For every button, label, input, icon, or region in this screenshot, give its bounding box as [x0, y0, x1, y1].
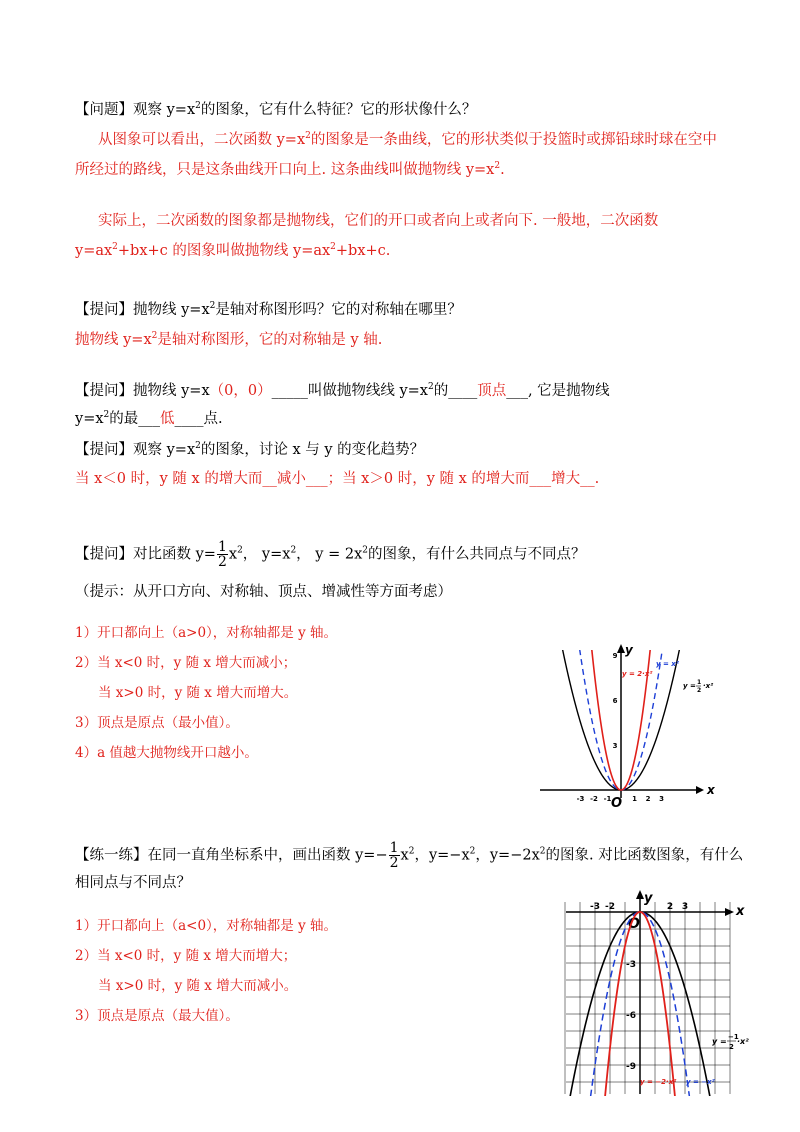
- question-5: 【提问】对比函数 y= $\frac{1}{2}$ $x^2$， $y=x^2$， $y = 2x^2$的图象，有什么共同点与不同点？: [75, 539, 586, 570]
- x-tick-label: -2: [605, 902, 615, 912]
- y-axis-label: y: [644, 891, 653, 906]
- answer-4: 当 x＜0 时，y 随 x 的增大而__减小___；当 x＞0 时，y 随 x 的增大而___增大__.: [75, 471, 600, 487]
- answer-5-item: 2）当 x<0 时，y 随 x 增大而减小；: [75, 655, 297, 671]
- fraction: $\frac{1}{2}$: [389, 840, 399, 871]
- svg-text:2: 2: [697, 687, 702, 694]
- blank-answer: 顶点: [477, 383, 507, 399]
- question-label: 【问题】: [75, 102, 133, 118]
- question-4: 【提问】观察 $y=x^2$的图象，讨论 x 与 y 的变化趋势？: [75, 441, 425, 458]
- paragraph-2-line-1: 实际上，二次函数的图象都是抛物线，它们的开口或者向上或者向下. 一般地，二次函数: [98, 213, 659, 229]
- question-3-line-2: $y=x^2$的最___低____点.: [75, 410, 223, 427]
- answer-6-item: 当 x>0 时，y 随 x 增大而减小。: [98, 978, 298, 994]
- label-2x-squared: y = 2·x²: [622, 670, 653, 678]
- label-neg-half-x-squared: y =: [712, 1037, 727, 1046]
- y-axis-label: y: [625, 643, 633, 657]
- label-half-x-squared: y =: [683, 682, 696, 690]
- answer-6-item: 3）顶点是原点（最大值）。: [75, 1008, 239, 1024]
- svg-text:2: 2: [729, 1043, 734, 1051]
- paragraph-2-line-2: $y=ax^2+bx+c$ 的图象叫做抛物线 $y=ax^2+bx+c$.: [75, 242, 391, 259]
- x-tick-label: -2: [590, 795, 598, 803]
- svg-text:·x²: ·x²: [737, 1037, 749, 1046]
- y-tick-label: -3: [626, 960, 636, 970]
- hint: （提示：从开口方向、对称轴、顶点、增减性等方面考虑）: [75, 584, 452, 600]
- x-tick-label: 1: [632, 795, 637, 803]
- x-tick-label: 3: [659, 795, 664, 803]
- answer-6-item: 2）当 x<0 时，y 随 x 增大而增大；: [75, 948, 297, 964]
- x-tick-label: -3: [590, 902, 600, 912]
- answer-6-item: 1）开口都向上（a<0），对称轴都是 y 轴。: [75, 918, 337, 934]
- answer-5-item: 1）开口都向上（a>0），对称轴都是 y 轴。: [75, 625, 337, 641]
- y-axis-arrow: [617, 644, 625, 653]
- svg-text:1: 1: [697, 679, 702, 686]
- x-axis-label: x: [707, 783, 715, 797]
- x-tick-label: -3: [576, 795, 585, 803]
- x-tick-label: 2: [666, 902, 674, 912]
- question-6-line-2: 相同点与不同点？: [75, 875, 191, 891]
- origin-label: O: [628, 916, 640, 932]
- y-axis-arrow: [636, 890, 644, 899]
- answer-5-item: 当 x>0 时，y 随 x 增大而增大。: [98, 685, 298, 701]
- svg-text:·x²: ·x²: [703, 682, 714, 690]
- graph-upward-parabolas: [540, 640, 720, 810]
- answer-2: 抛物线 $y=x^2$是轴对称图形，它的对称轴是 y 轴.: [75, 331, 383, 348]
- x-axis-label: x: [736, 904, 745, 919]
- answer-5-item: 3）顶点是原点（最小值）。: [75, 715, 239, 731]
- label-neg-2x-squared: y = −2·x²: [640, 1078, 677, 1086]
- blank-answer: 低: [160, 411, 175, 427]
- label-x-squared: y = x²: [656, 660, 679, 668]
- answer-1-line-2: 所经过的路线，只是这条曲线开口向上. 这条曲线叫做抛物线 $y=x^2$.: [75, 161, 505, 178]
- x-axis-arrow: [725, 908, 734, 916]
- fraction: $\frac{1}{2}$: [217, 539, 227, 570]
- answer-1-line-1: 从图象可以看出，二次函数 $y=x^2$的图象是一条曲线，它的形状类似于投篮时或掷铅球时球在空中: [98, 131, 717, 148]
- answer-5-item: 4）a 值越大抛物线开口越小。: [75, 745, 258, 761]
- origin-label: O: [611, 796, 623, 810]
- question-2: 【提问】抛物线 $y=x^2$是轴对称图形吗？它的对称轴在哪里？: [75, 301, 462, 318]
- y-tick-label: -9: [626, 1062, 636, 1072]
- label-neg-x-squared: y = −x²: [686, 1078, 715, 1086]
- question-1: 【问题】观察 $y=x^2$的图象，它有什么特征？它的形状像什么？: [75, 101, 477, 118]
- x-axis-arrow: [696, 786, 704, 794]
- y-tick-label: 9: [612, 652, 618, 660]
- x-tick-label: -1: [603, 795, 612, 803]
- graph-downward-parabolas: [548, 888, 758, 1098]
- x-tick-label: 3: [681, 902, 689, 912]
- y-tick-label: 6: [612, 697, 618, 705]
- blank-answer: （0，0）: [209, 383, 272, 399]
- y-tick-label: -6: [626, 1011, 636, 1021]
- x-tick-label: 2: [645, 795, 651, 803]
- question-3-line-1: 【提问】抛物线 y=x（0，0）_____叫做抛物线线 $y=x^2$的____顶点___, 它是抛物线: [75, 382, 610, 399]
- svg-text:−1: −1: [728, 1033, 739, 1041]
- question-6-line-1: 【练一练】在同一直角坐标系中，画出函数 y=− $\frac{1}{2}$ $x^2$，$y=-x^2$，$y=-2x^2$的图象. 对比函数图象，有什么: [75, 840, 744, 871]
- y-tick-label: 3: [612, 742, 618, 750]
